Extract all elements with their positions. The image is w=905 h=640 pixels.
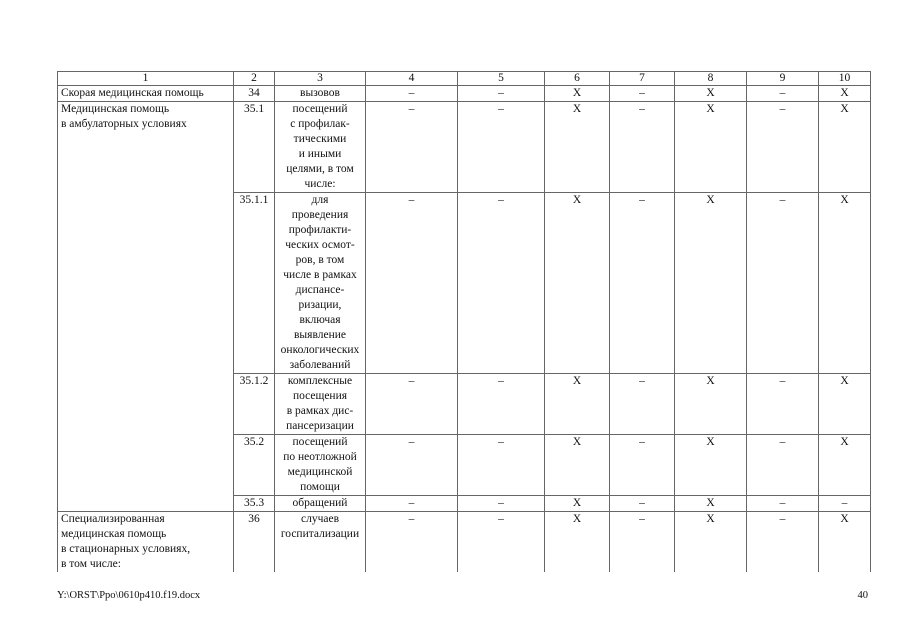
value-cell: –	[366, 435, 458, 496]
value-cell: –	[747, 102, 819, 193]
code-cell: 35.3	[234, 496, 275, 512]
file-path: Y:\ORST\Ppo\0610p410.f19.docx	[57, 590, 201, 601]
unit-cell: вызовов	[275, 86, 366, 102]
value-cell: X	[819, 374, 871, 435]
value-cell: –	[366, 86, 458, 102]
value-cell: –	[458, 102, 545, 193]
value-cell: –	[747, 435, 819, 496]
value-cell: X	[675, 102, 747, 193]
value-cell: –	[610, 86, 675, 102]
value-cell: –	[747, 193, 819, 374]
page-number: 40	[857, 590, 868, 601]
header-cell: 1	[58, 72, 234, 86]
table-row	[58, 512, 871, 573]
value-cell: –	[610, 102, 675, 193]
unit-cell: посещений с профилак- тическими и иными целями, в том числе:	[275, 102, 366, 193]
value-cell: X	[545, 102, 610, 193]
value-cell: –	[747, 496, 819, 512]
header-cell: 2	[234, 72, 275, 86]
section-cell: Медицинская помощь в амбулаторных условиях	[58, 102, 234, 512]
value-cell: –	[366, 512, 458, 573]
table-row	[58, 102, 871, 193]
value-cell: –	[747, 512, 819, 573]
header-cell: 9	[747, 72, 819, 86]
unit-cell: обращений	[275, 496, 366, 512]
value-cell: X	[675, 435, 747, 496]
section-cell: Специализированная медицинская помощь в стационарных условиях, в том числе:	[58, 512, 234, 573]
value-cell: –	[366, 102, 458, 193]
value-cell: –	[610, 512, 675, 573]
value-cell: X	[819, 512, 871, 573]
table-header-row	[58, 72, 871, 86]
value-cell: X	[675, 512, 747, 573]
unit-cell: для проведения профилакти- ческих осмот- ров, в том числе в рамках диспансе- ризации, включая выявление онкологических заболеваний	[275, 193, 366, 374]
value-cell: X	[545, 193, 610, 374]
unit-cell: комплексные посещения в рамках дис- пансеризации	[275, 374, 366, 435]
code-cell: 35.1.1	[234, 193, 275, 374]
unit-cell: посещений по неотложной медицинской помощи	[275, 435, 366, 496]
value-cell: –	[747, 86, 819, 102]
value-cell: X	[675, 193, 747, 374]
table-row	[58, 86, 871, 102]
value-cell: X	[545, 496, 610, 512]
value-cell: –	[610, 193, 675, 374]
code-cell: 35.1	[234, 102, 275, 193]
value-cell: –	[819, 496, 871, 512]
value-cell: –	[366, 496, 458, 512]
value-cell: –	[458, 496, 545, 512]
value-cell: –	[366, 374, 458, 435]
value-cell: X	[819, 102, 871, 193]
value-cell: X	[545, 512, 610, 573]
value-cell: X	[675, 374, 747, 435]
header-cell: 7	[610, 72, 675, 86]
value-cell: –	[458, 86, 545, 102]
code-cell: 35.1.2	[234, 374, 275, 435]
value-cell: X	[675, 86, 747, 102]
value-cell: X	[545, 374, 610, 435]
value-cell: –	[610, 374, 675, 435]
value-cell: –	[366, 193, 458, 374]
header-cell: 4	[366, 72, 458, 86]
header-cell: 3	[275, 72, 366, 86]
header-cell: 5	[458, 72, 545, 86]
header-cell: 10	[819, 72, 871, 86]
data-table	[57, 71, 871, 572]
value-cell: –	[458, 374, 545, 435]
code-cell: 36	[234, 512, 275, 573]
value-cell: –	[747, 374, 819, 435]
value-cell: X	[819, 435, 871, 496]
value-cell: –	[610, 496, 675, 512]
code-cell: 35.2	[234, 435, 275, 496]
header-cell: 6	[545, 72, 610, 86]
value-cell: X	[545, 435, 610, 496]
value-cell: –	[458, 193, 545, 374]
value-cell: X	[819, 86, 871, 102]
unit-cell: случаев госпитализации	[275, 512, 366, 573]
value-cell: –	[458, 435, 545, 496]
value-cell: –	[610, 435, 675, 496]
header-cell: 8	[675, 72, 747, 86]
value-cell: –	[458, 512, 545, 573]
value-cell: X	[675, 496, 747, 512]
value-cell: X	[545, 86, 610, 102]
value-cell: X	[819, 193, 871, 374]
code-cell: 34	[234, 86, 275, 102]
section-cell: Скорая медицинская помощь	[58, 86, 234, 102]
